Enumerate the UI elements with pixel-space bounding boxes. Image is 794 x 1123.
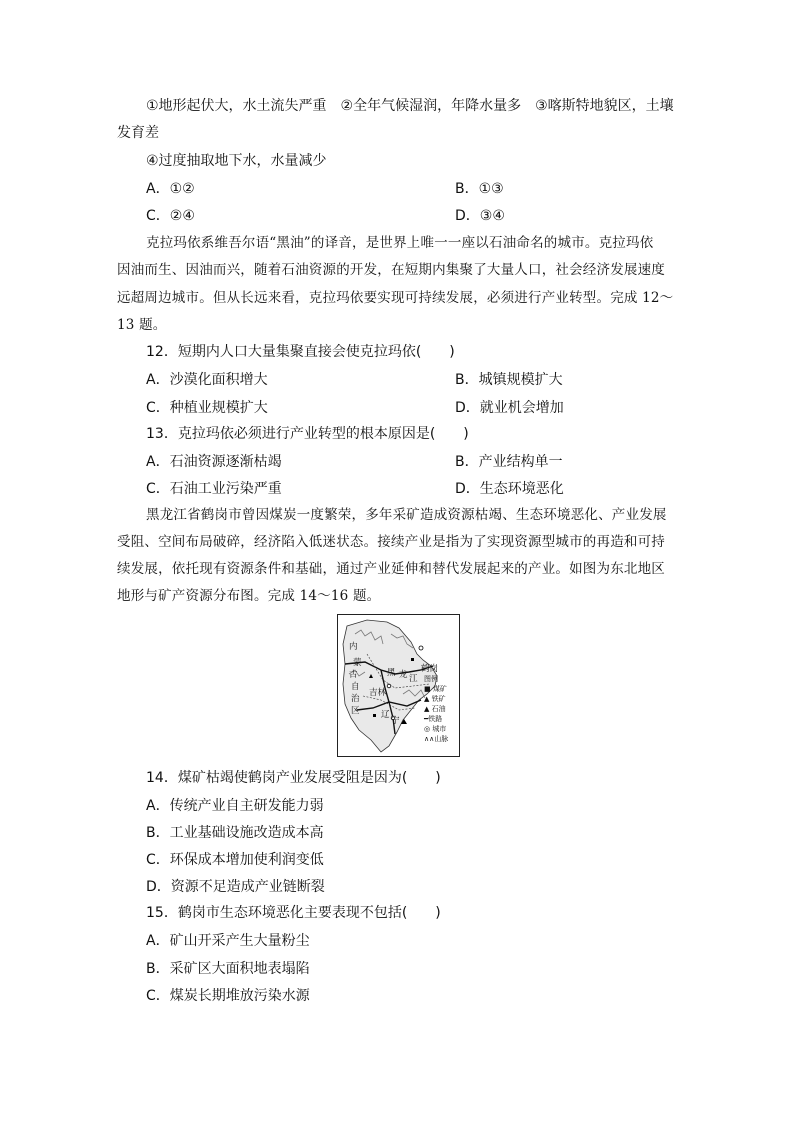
q14-stem: 14．煤矿枯竭使鹤岗产业发展受阻是因为( ) — [146, 770, 441, 786]
coal-mine-symbol — [373, 714, 376, 717]
map-label-zhi: 治 — [351, 694, 360, 704]
passage1-line-2: 因油而生、因油而兴，随着石油资源的开发，在短期内集聚了大量人口，社会经济发展速度 — [117, 262, 665, 278]
answer-d[interactable]: D．③④ — [455, 208, 505, 224]
option-line-4: ④过度抽取地下水，水量减少 — [146, 153, 327, 169]
mountain-icon: ∧∧ — [424, 735, 435, 743]
map-label-qu: 区 — [351, 706, 360, 716]
legend-mountain: ∧∧山脉 — [424, 735, 449, 743]
map-legend — [424, 674, 448, 744]
legend-iron: ▲ 铁矿 — [424, 695, 446, 703]
passage2-line-4: 地形与矿产资源分布图。完成 14～16 题。 — [117, 588, 381, 604]
q14-d[interactable]: D．资源不足造成产业链断裂 — [146, 879, 325, 895]
q15-c[interactable]: C．煤炭长期堆放污染水源 — [146, 988, 310, 1004]
map-label-hegang: 鹤岗 — [421, 664, 439, 674]
answer-a[interactable]: A．①② — [146, 181, 195, 197]
passage2-line-1: 黑龙江省鹤岗市曾因煤炭一度繁荣，多年采矿造成资源枯竭、生态环境恶化、产业发展 — [146, 507, 667, 523]
map-label-hei: 黑 — [387, 668, 396, 678]
q15-a[interactable]: A．矿山开采产生大量粉尘 — [146, 933, 310, 949]
oil-icon: ▲ — [424, 705, 430, 713]
map-label-liao: 辽 — [381, 710, 390, 720]
map-label-zi: 自 — [351, 682, 360, 692]
city-hegang-marker — [419, 646, 423, 650]
answer-c[interactable]: C．②④ — [146, 208, 195, 224]
q12-c[interactable]: C．种植业规模扩大 — [146, 400, 268, 416]
q15-stem: 15．鹤岗市生态环境恶化主要表现不包括( ) — [146, 905, 441, 921]
q12-stem: 12．短期内人口大量集聚直接会使克拉玛依( ) — [146, 344, 455, 360]
iron-icon: ▲ — [424, 695, 430, 703]
passage1-line-1: 克拉玛依系维吾尔语“黑油”的译音，是世界上唯一一座以石油命名的城市。克拉玛依 — [146, 235, 654, 251]
q15-b[interactable]: B．采矿区大面积地表塌陷 — [146, 961, 310, 977]
map-label-meng: 蒙 — [353, 658, 362, 668]
passage2-line-2: 受阻、空间布局破碎，经济陷入低迷状态。接续产业是指为了实现资源型城市的再造和可持 — [117, 534, 665, 550]
q12-b[interactable]: B．城镇规模扩大 — [455, 372, 563, 388]
q14-b[interactable]: B．工业基础设施改造成本高 — [146, 825, 324, 841]
option-line-1: ①地形起伏大，水土流失严重 ②全年气候湿润，年降水量多 ③喀斯特地貌区，土壤 — [146, 98, 674, 114]
passage2-line-3: 续发展，依托现有资源条件和基础，通过产业延伸和替代发展起来的产业。如图为东北地区 — [117, 561, 665, 577]
q13-stem: 13．克拉玛依必须进行产业转型的根本原因是( ) — [146, 426, 469, 442]
map-label-jilin: 吉林 — [369, 688, 387, 698]
legend-oil: ▲ 石油 — [424, 705, 446, 713]
q13-c[interactable]: C．石油工业污染严重 — [146, 481, 282, 497]
option-line-1-cont: 发育差 — [117, 125, 159, 141]
city-icon: ◎ — [424, 725, 431, 733]
q12-a[interactable]: A．沙漠化面积增大 — [146, 372, 268, 388]
passage1-line-4: 13 题。 — [117, 317, 167, 333]
map-label-nei: 内 — [349, 642, 358, 652]
q12-d[interactable]: D．就业机会增加 — [455, 400, 564, 416]
map-label-long: 龙 — [399, 670, 408, 680]
legend-coal: ■ 煤矿 — [424, 685, 447, 693]
q14-c[interactable]: C．环保成本增加使利润变低 — [146, 852, 324, 868]
coal-mine-symbol — [411, 658, 414, 661]
legend-title: 图例 — [424, 675, 438, 683]
answer-b[interactable]: B．①③ — [455, 181, 504, 197]
railway-icon: ━ — [424, 715, 429, 723]
q13-a[interactable]: A．石油资源逐渐枯竭 — [146, 454, 282, 470]
coal-icon: ■ — [424, 685, 431, 693]
city-marker — [387, 684, 391, 688]
q13-d[interactable]: D．生态环境恶化 — [455, 481, 564, 497]
map-label-jiang: 江 — [409, 674, 418, 684]
map-label-ning: 宁 — [391, 716, 400, 726]
q13-b[interactable]: B．产业结构单一 — [455, 454, 563, 470]
passage1-line-3: 远超周边城市。但从长远来看，克拉玛依要实现可持续发展，必须进行产业转型。完成 12～ — [117, 290, 674, 306]
map-label-gu: 古 — [349, 670, 358, 680]
q14-a[interactable]: A．传统产业自主研发能力弱 — [146, 798, 324, 814]
legend-city: ◎ 城市 — [424, 725, 447, 733]
legend-rail: ━铁路 — [424, 715, 443, 723]
